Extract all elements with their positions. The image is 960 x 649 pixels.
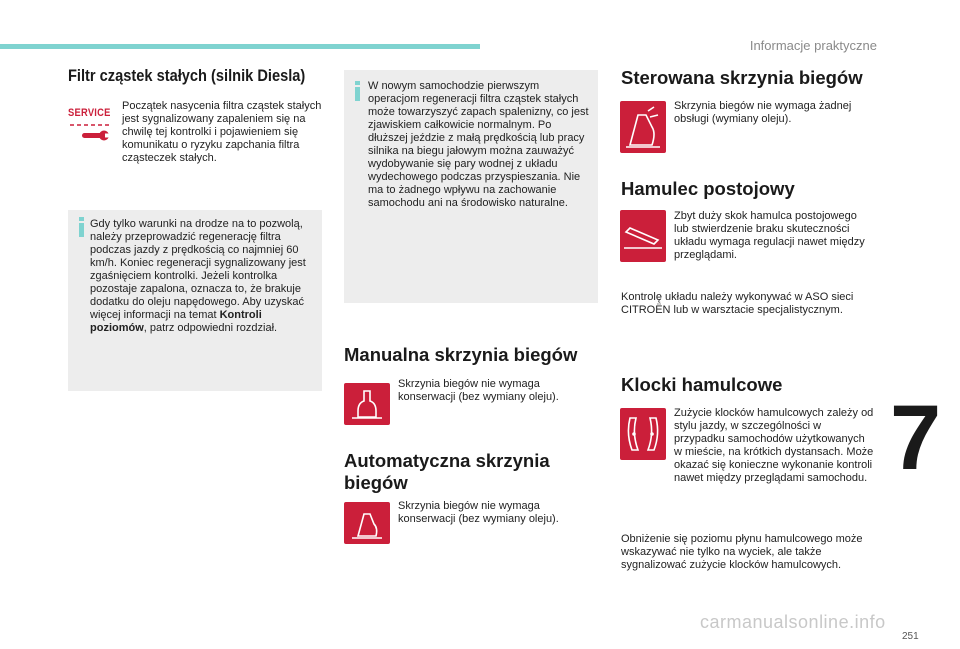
parking-brake-note: Kontrolę układu należy wykonywać w ASO sieci CITROËN lub w warsztacie specjalistycznym. xyxy=(621,291,854,316)
header-accent-bar xyxy=(0,44,480,49)
watermark: carmanualsonline.info xyxy=(700,612,886,632)
brake-pads-note: Obniżenie się poziomu płynu hamulcowego może wskazywać nie tylko na wyciek, ale także sygnalizować zużycie klocków hamulcowych. xyxy=(621,533,863,571)
dpf-title: Filtr cząstek stałych (silnik Diesla) xyxy=(68,66,306,85)
service-label: SERVICE xyxy=(68,107,111,119)
manual-gearbox-text: Skrzynia biegów nie wymaga konserwacji (bez wymiany oleju). xyxy=(398,378,559,403)
manual-gearbox-title: Manualna skrzynia biegów xyxy=(344,344,578,365)
chapter-number: 7 xyxy=(890,387,942,489)
section-header: Informacje praktyczne xyxy=(749,38,877,53)
automatic-gearbox-text: Skrzynia biegów nie wymaga konserwacji (bez wymiany oleju). xyxy=(398,500,559,525)
parking-brake-icon xyxy=(620,210,666,262)
automatic-gearbox-icon xyxy=(344,502,390,544)
wrench-svg xyxy=(68,107,114,147)
dpf-info-text: Gdy tylko warunki na drodze na to pozwolą, należy przeprowadzić regenerację filtra podczas jazdy z prędkością co najmniej 60 km/h. Koniec regeneracji sygnalizowany jest zgaśnięciem kontrolki. Jeżeli kontrolka pozostaje zapalona, oznacza to, że brakuje dodatku do oleju napędowego. Aby uzyskać więcej informacji na temat Kontroli poziomów, patrz odpowiedni rozdział. xyxy=(90,218,306,334)
new-car-info-text: W nowym samochodzie pierwszym operacjom regeneracji filtra cząstek stałych może towarzyszyć zapach spalenizny, co jest zjawiskiem całkowicie normalnym. Po dłuższej jeździe z małą prędkością lub pracy silnika na biegu jałowym można zauważyć wydobywanie się pary wodnej z układu wydechowego podczas przyspieszania. Nie ma to żadnego wpływu na zachowanie samochodu ani na środowisko naturalne. xyxy=(368,80,589,209)
controlled-gearbox-title: Sterowana skrzynia biegów xyxy=(621,67,863,88)
dpf-info-box xyxy=(68,210,322,391)
dpf-warning-text: Początek nasycenia filtra cząstek stałych jest sygnalizowany zapaleniem się na chwilę tej kontrolki i pojawieniem się komunikatu o ryzyku zapchania filtra cząsteczek stałych. xyxy=(122,100,322,164)
service-wrench-icon xyxy=(68,107,114,147)
info-icon xyxy=(75,217,88,237)
brake-pads-icon xyxy=(620,408,666,460)
automatic-gearbox-title: Automatyczna skrzynia biegów xyxy=(344,450,550,493)
dpf-info-bold-ref: Kontroli poziomów xyxy=(90,309,262,334)
parking-brake-title: Hamulec postojowy xyxy=(621,178,795,199)
info-icon xyxy=(351,81,364,101)
controlled-gearbox-text: Skrzynia biegów nie wymaga żadnej obsługi (wymiany oleju). xyxy=(674,100,852,125)
manual-gearbox-icon xyxy=(344,383,390,425)
parking-brake-text: Zbyt duży skok hamulca postojowego lub stwierdzenie braku skuteczności układu wymaga regulacji nawet między przeglądami. xyxy=(674,210,865,261)
new-car-info-box xyxy=(344,70,598,303)
page-number: 251 xyxy=(902,631,919,642)
brake-pads-text: Zużycie klocków hamulcowych zależy od stylu jazdy, w szczególności w przypadku samochodów użytkowanych w mieście, na krótkich dystansach. Może okazać się konieczne wykonanie kontroli nawet między przeglądami samochodu. xyxy=(674,407,874,484)
controlled-gearbox-icon xyxy=(620,101,666,153)
brake-pads-title: Klocki hamulcowe xyxy=(621,374,783,395)
